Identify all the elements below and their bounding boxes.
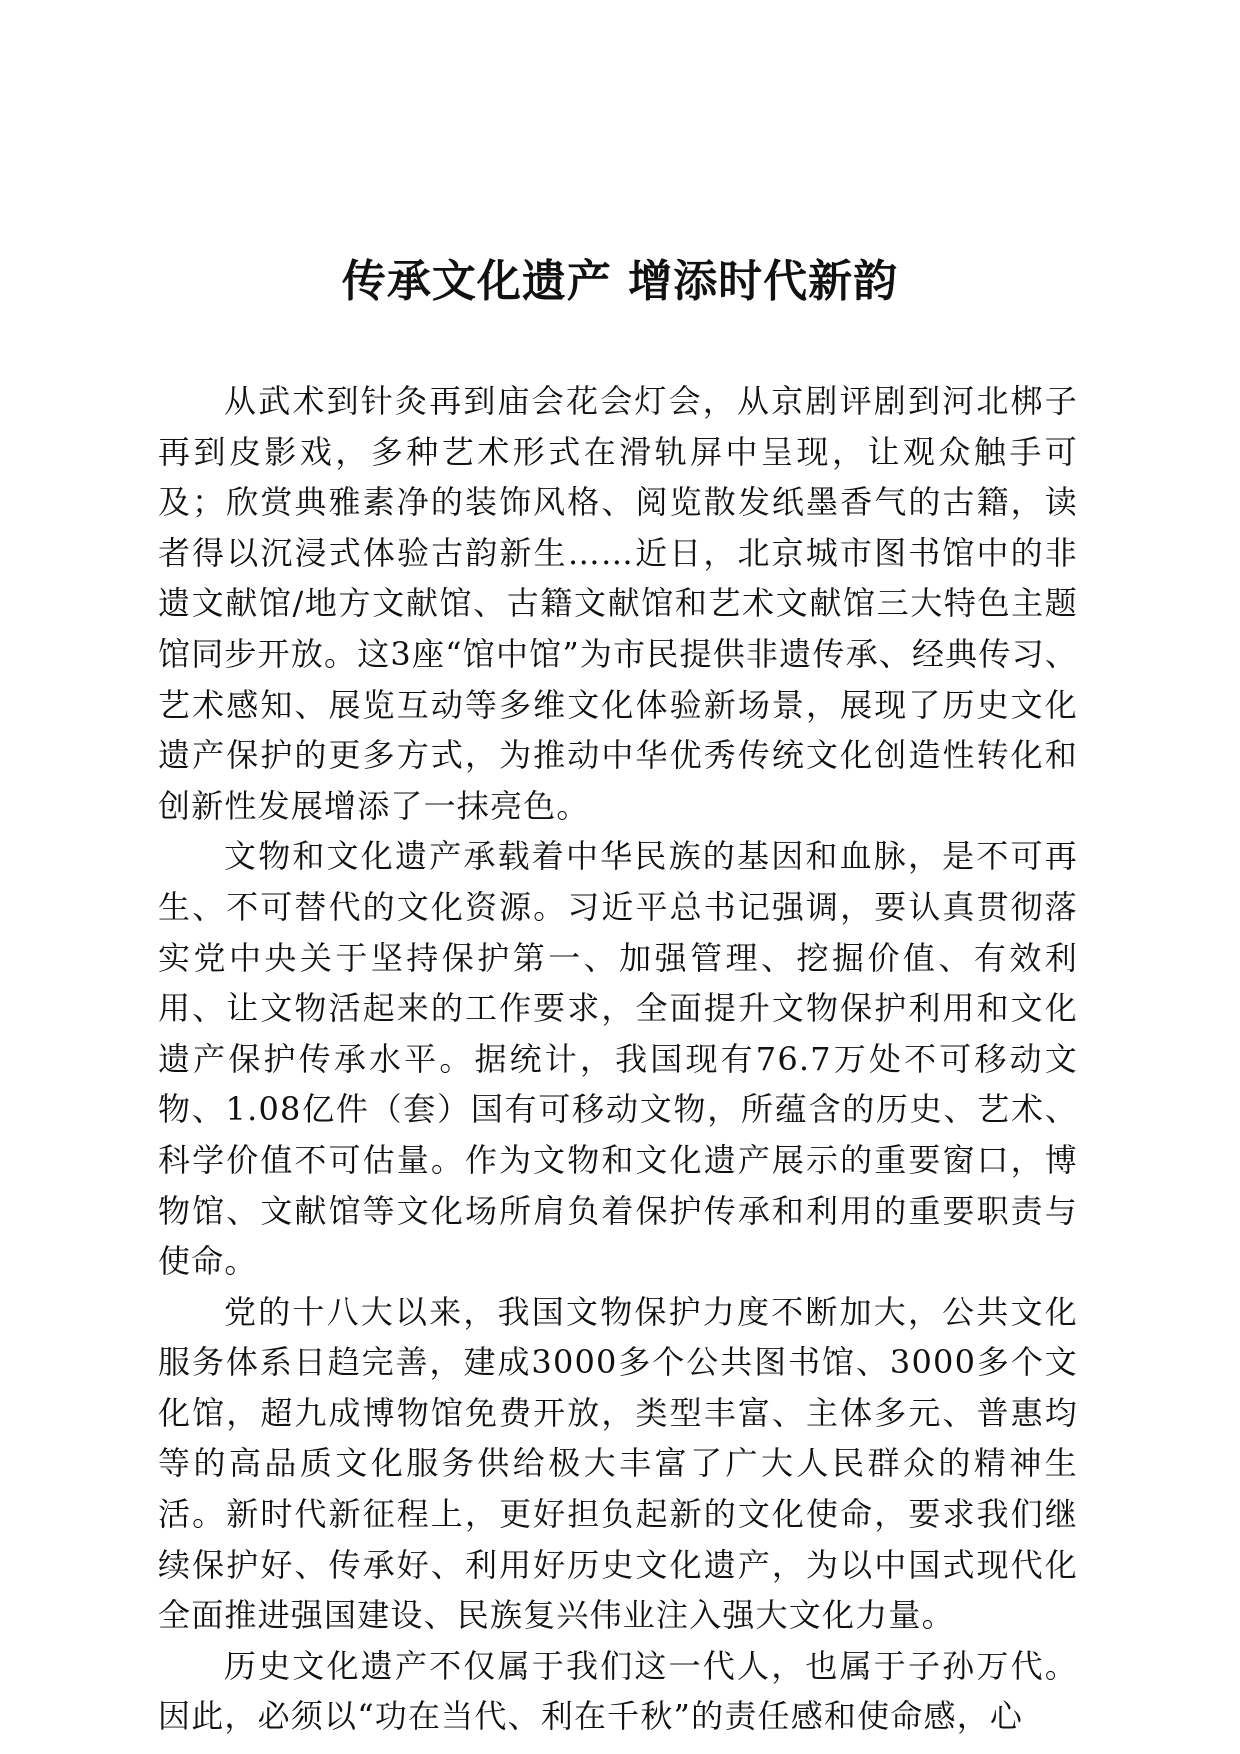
- document-body: [158, 376, 1078, 1742]
- paragraph-1: 从武术到针灸再到庙会花会灯会，从京剧评剧到河北梆子再到皮影戏，多种艺术形式在滑轨屏中呈现，让观众触手可及；欣赏典雅素净的装饰风格、阅览散发纸墨香气的古籍，读者得以沉浸式体验古韵新生……近日，北京城市图书馆中的非遗文献馆/地方文献馆、古籍文献馆和艺术文献馆三大特色主题馆同步开放。这3座“馆中馆”为市民提供非遗传承、经典传习、艺术感知、展览互动等多维文化体验新场景，展现了历史文化遗产保护的更多方式，为推动中华优秀传统文化创造性转化和创新性发展增添了一抹亮色。: [158, 382, 1078, 825]
- paragraph-3: 党的十八大以来，我国文物保护力度不断加大，公共文化服务体系日趋完善，建成3000多个公共图书馆、3000多个文化馆，超九成博物馆免费开放，类型丰富、主体多元、普惠均等的高品质文化服务供给极大丰富了广大人民群众的精神生活。新时代新征程上，更好担负起新的文化使命，要求我们继续保护好、传承好、利用好历史文化遗产，为以中国式现代化全面推进强国建设、民族复兴伟业注入强大文化力量。: [158, 1292, 1078, 1635]
- paragraph-4: 历史文化遗产不仅属于我们这一代人，也属于子孙万代。因此，必须以“功在当代、利在千秋”的责任感和使命感，心: [158, 1646, 1078, 1736]
- paragraph-2: 文物和文化遗产承载着中华民族的基因和血脉，是不可再生、不可替代的文化资源。习近平总书记强调，要认真贯彻落实党中央关于坚持保护第一、加强管理、挖掘价值、有效利用、让文物活起来的工作要求，全面提升文物保护利用和文化遗产保护传承水平。据统计，我国现有76.7万处不可移动文物、1.08亿件（套）国有可移动文物，所蕴含的历史、艺术、科学价值不可估量。作为文物和文化遗产展示的重要窗口，博物馆、文献馆等文化场所肩负着保护传承和利用的重要职责与使命。: [158, 837, 1078, 1281]
- document-title: 传承文化遗产 增添时代新韵: [341, 256, 899, 307]
